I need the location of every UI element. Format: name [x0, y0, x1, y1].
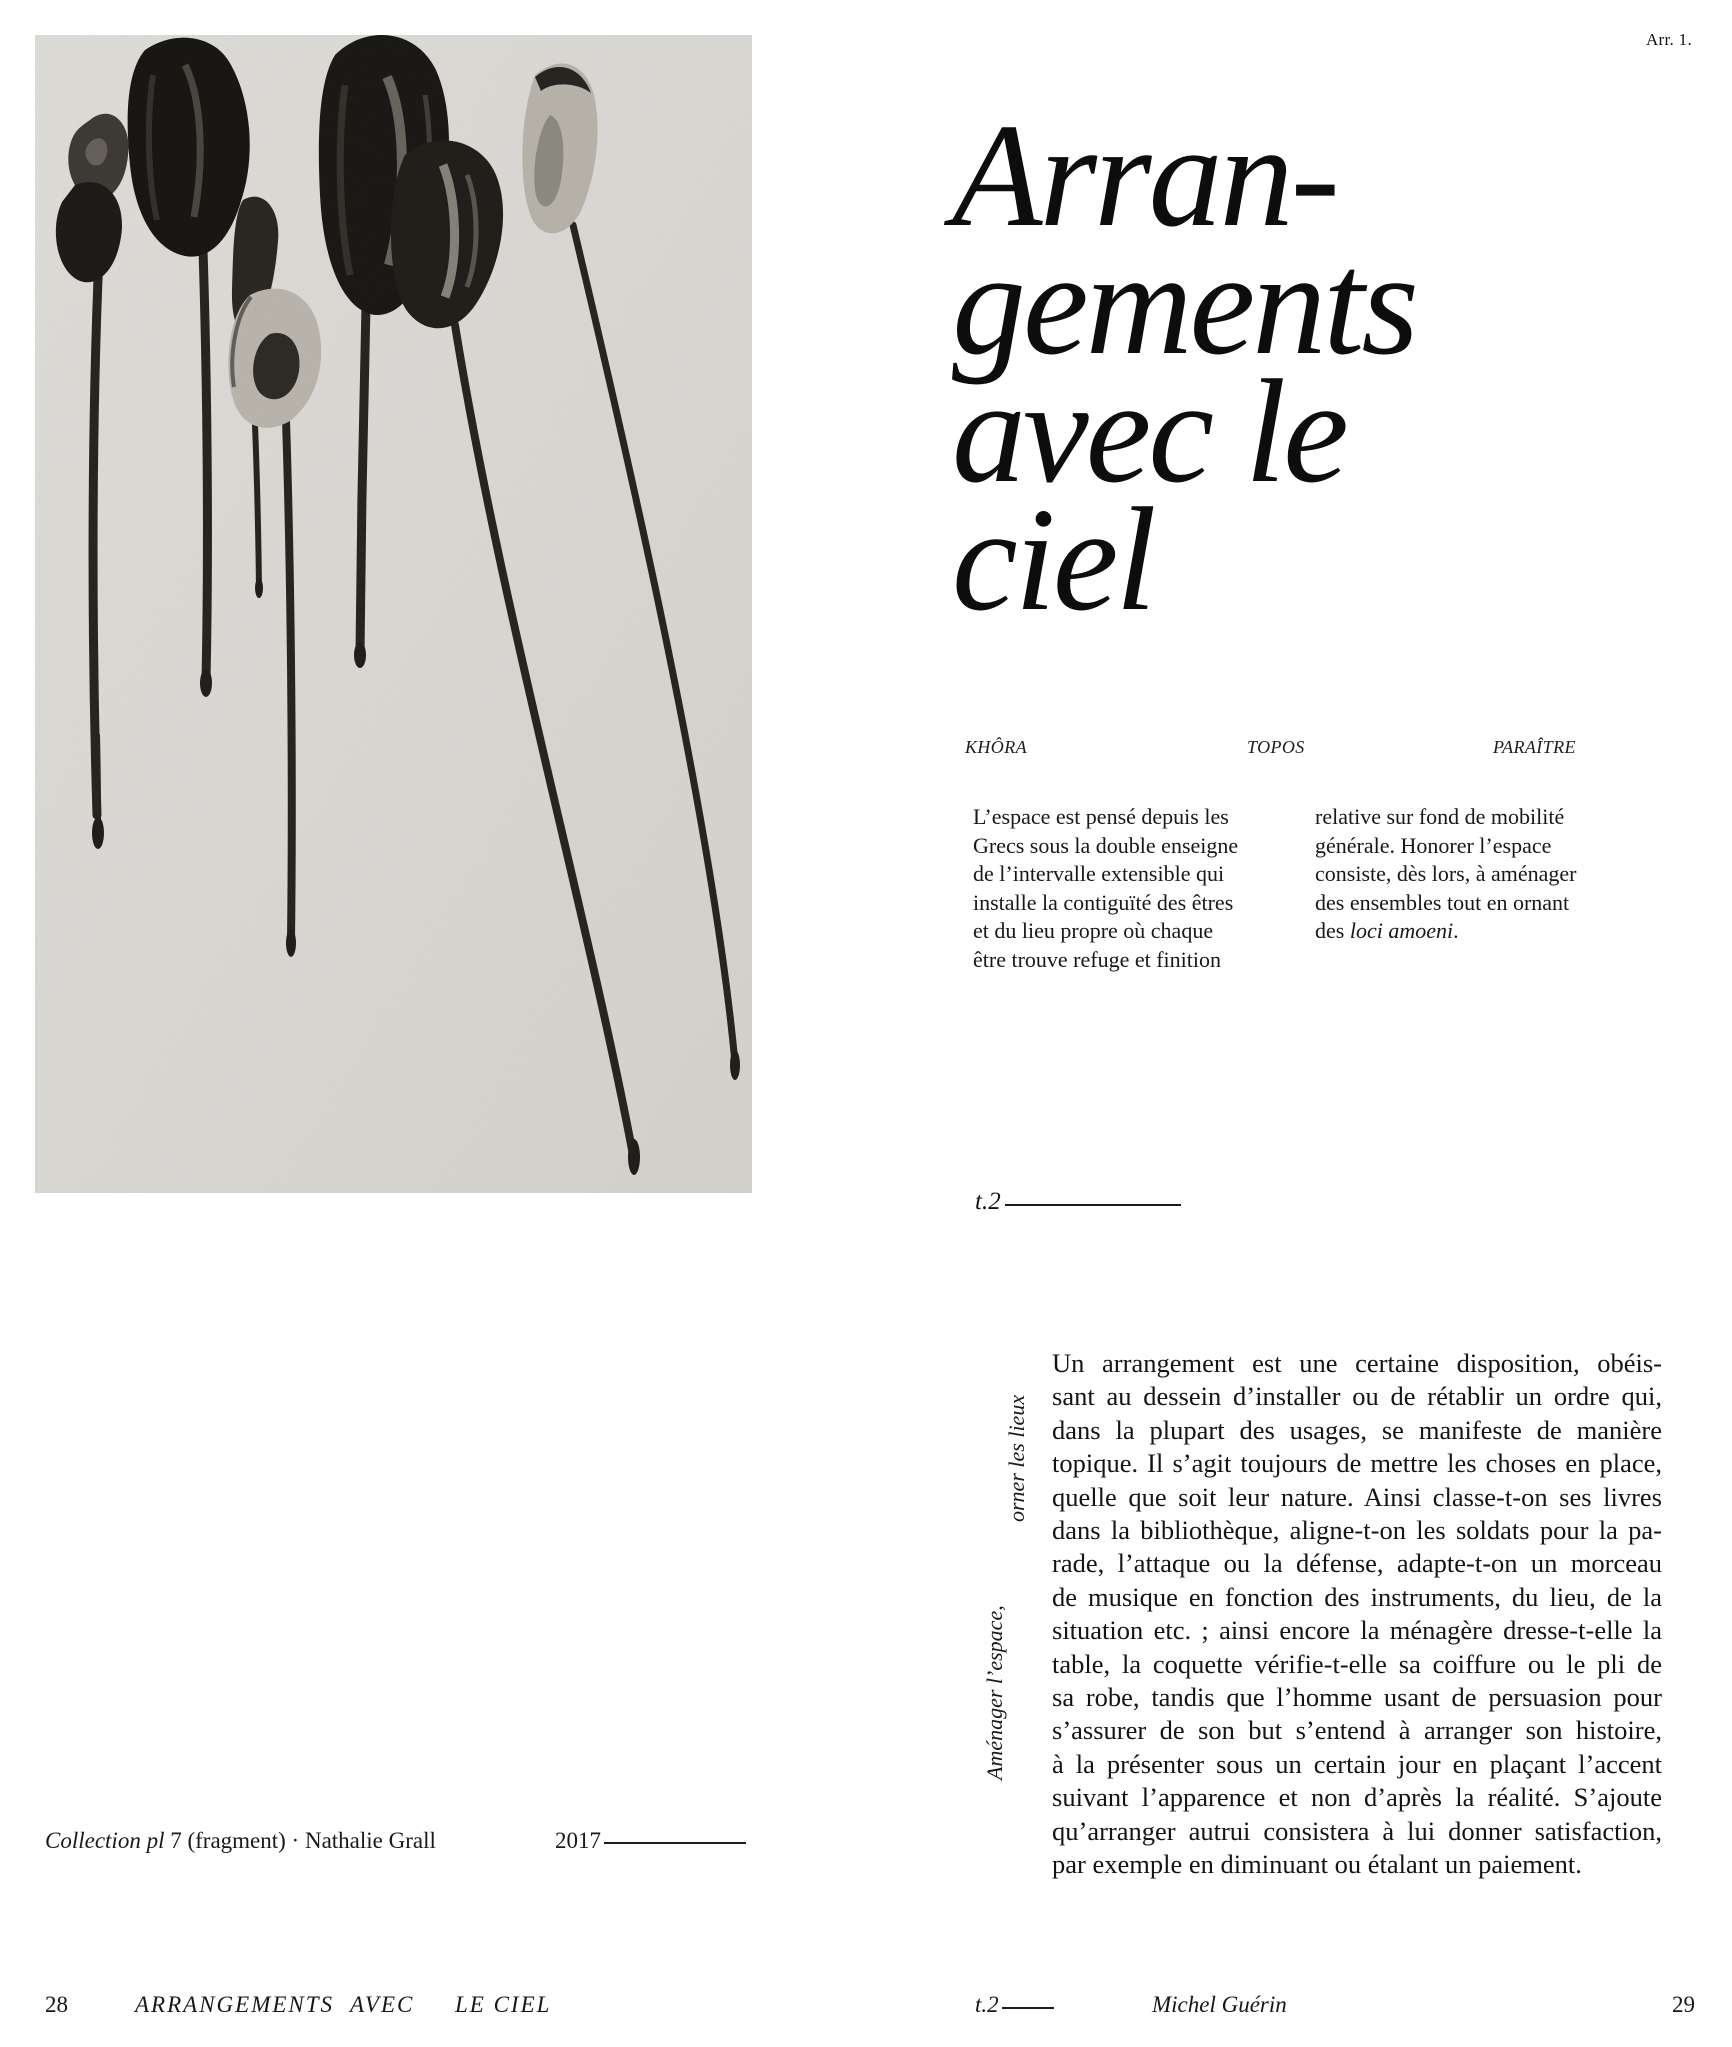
page-number-left: 28 — [45, 1992, 68, 2017]
intro-line: générale. Honorer l’espace — [1315, 832, 1552, 858]
chapter-mark: Arr. 1. — [1645, 30, 1692, 49]
body-line: sa robe, tandis que l’homme usant de persuasion pour — [1052, 1682, 1662, 1713]
margin-label-amenager-lespace: Aménager l’espace, — [982, 1605, 1007, 1780]
intro-line: de l’intervalle extensible qui — [973, 861, 1225, 887]
body-line: table, la coquette vérifie-t-elle sa coiffure ou le pli de — [1052, 1648, 1662, 1679]
body-line: de musique en fonction des instruments, du lieu, de la — [1052, 1581, 1662, 1612]
footer-section-label: t.2 — [975, 1992, 999, 2017]
intro-tail-line — [1315, 917, 1615, 946]
pressed-flowers-art — [35, 35, 752, 1193]
intro-tail-post: . — [1453, 918, 1459, 944]
keyword-topos: TOPOS — [1247, 737, 1305, 757]
section-marker-label: t.2 — [975, 1188, 1001, 1215]
intro-column-left — [973, 803, 1283, 975]
body-line: à la présenter sous un certain jour en plaçant l’accent — [1052, 1748, 1662, 1779]
caption-rule — [604, 1842, 746, 1844]
body-line: sant au dessein d’installer ou de rétablir un ordre qui, — [1052, 1381, 1662, 1412]
intro-line: L’espace est pensé depuis les — [973, 804, 1229, 829]
intro-line: et du lieu propre où chaque — [973, 918, 1214, 944]
body-line: s’assurer de son but s’entend à arranger son histoire, — [1052, 1715, 1662, 1746]
footer-book-title-word-3: LE CIEL — [455, 1992, 552, 2017]
body-line: par exemple en diminuant ou étalant un paiement. — [1052, 1849, 1582, 1880]
margin-label-orner-les-lieux: orner les lieux — [1004, 1394, 1029, 1522]
section-marker — [975, 1188, 1181, 1216]
footer-book-title-word-1: ARRANGEMENTS — [135, 1992, 335, 2017]
artwork-caption-year — [555, 1828, 746, 1854]
title-line: gements — [952, 222, 1416, 386]
caption-title: Collection pl — [45, 1828, 165, 1853]
footer-section-marker — [975, 1992, 1054, 2018]
intro-column-right — [1315, 803, 1615, 946]
body-line: dans la plupart des usages, se manifeste de manière — [1052, 1414, 1662, 1445]
body-line: situation etc. ; ainsi encore la ménagère dresse-t-elle la — [1052, 1615, 1662, 1646]
title-line: ciel — [952, 478, 1154, 642]
intro-line: installe la contiguïté des êtres — [973, 889, 1234, 915]
body-line: suivant l’apparence et non d’après la réalité. S’ajoute — [1052, 1782, 1662, 1813]
intro-line: des ensembles tout en ornant — [1315, 889, 1570, 915]
body-line: quelle que soit leur nature. Ainsi classe-t-on ses livres — [1052, 1481, 1662, 1512]
body-line: Un arrangement est une certaine disposition, obéis- — [1052, 1348, 1662, 1378]
caption-year: 2017 — [555, 1828, 601, 1853]
keyword-khora: KHÔRA — [965, 737, 1027, 757]
body-line: topique. Il s’agit toujours de mettre les choses en place, — [1052, 1448, 1662, 1479]
body-line: dans la bibliothèque, aligne-t-on les soldats pour la pa- — [1052, 1515, 1662, 1546]
section-marker-rule — [1005, 1204, 1181, 1206]
body-line: rade, l’attaque ou la défense, adapte-t-on un morceau — [1052, 1548, 1662, 1579]
intro-lines — [1315, 803, 1615, 917]
keyword-paraitre: PARAÎTRE — [1493, 737, 1576, 757]
intro-tail-italic: loci amoeni — [1349, 918, 1454, 944]
body-line: qu’arranger autrui consistera à lui donner satisfaction, — [1052, 1815, 1662, 1846]
intro-line: consiste, dès lors, à aménager — [1315, 861, 1577, 887]
footer-book-title-word-2: AVEC — [350, 1992, 415, 2017]
title-line: avec le — [952, 350, 1346, 514]
footer-author: Michel Guérin — [1152, 1992, 1287, 2017]
intro-line: Grecs sous la double enseigne — [973, 832, 1239, 858]
article-title — [952, 94, 1416, 642]
caption-rest: 7 (fragment) · Nathalie Grall — [164, 1828, 436, 1853]
page-number-right: 29 — [1672, 1992, 1695, 2017]
body-paragraph — [1052, 1347, 1662, 1882]
intro-line: être trouve refuge et finition — [973, 946, 1222, 972]
footer-section-rule — [1002, 2007, 1054, 2009]
artwork-caption — [45, 1828, 436, 1854]
pressed-flowers-photo — [35, 35, 752, 1193]
intro-tail-pre: des — [1315, 918, 1350, 944]
intro-line: relative sur fond de mobilité — [1315, 804, 1565, 829]
title-line: Arran- — [952, 94, 1337, 258]
